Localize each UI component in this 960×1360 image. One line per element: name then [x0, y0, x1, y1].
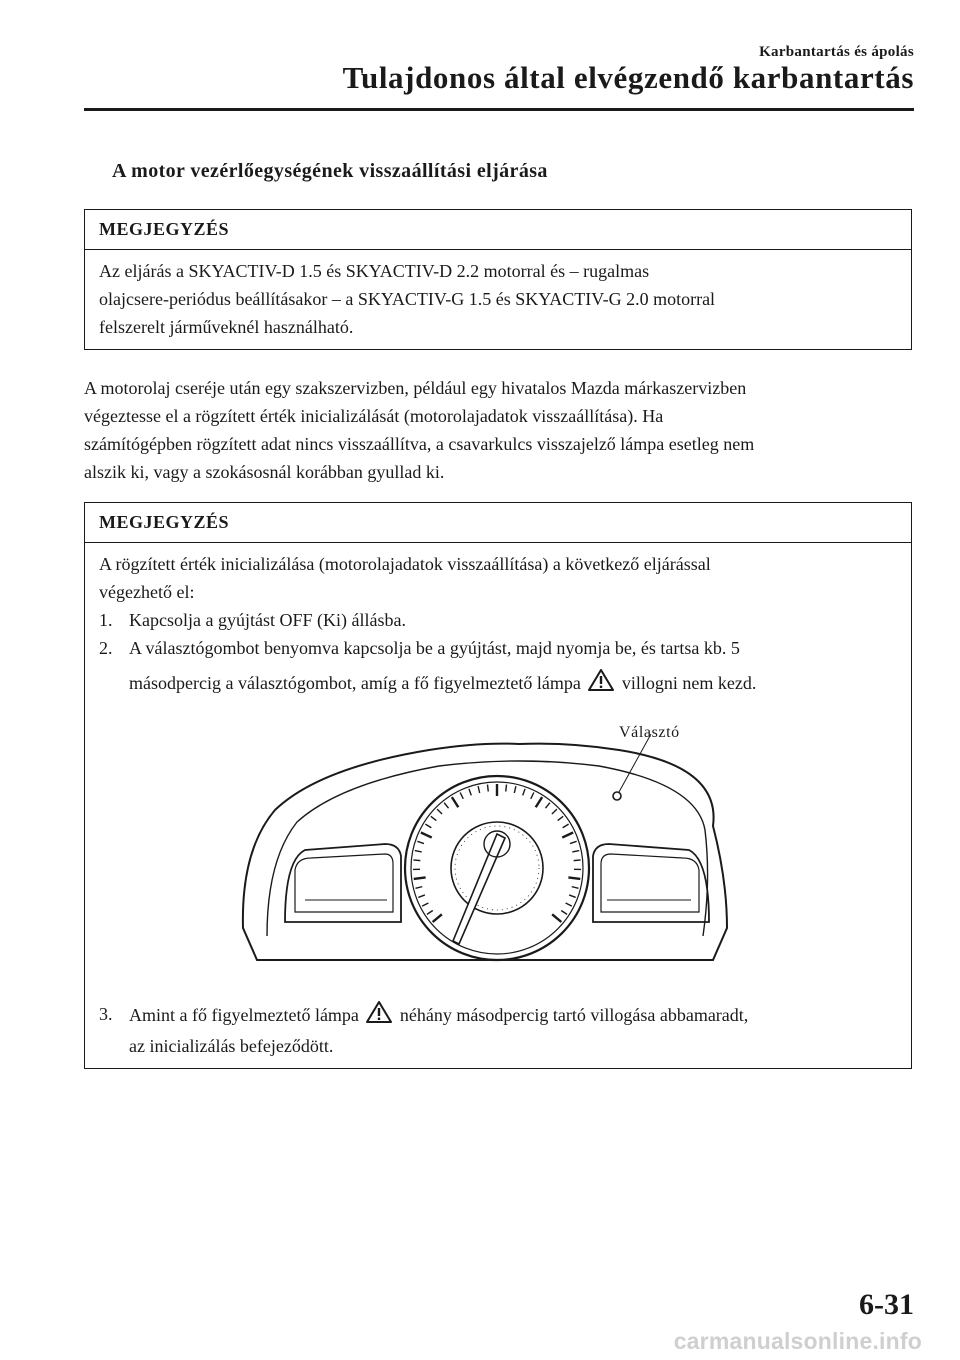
note-line: végezhető el: — [99, 582, 195, 602]
page-number: 6-31 — [859, 1288, 914, 1321]
step-text — [129, 1000, 897, 1032]
tachometer-tick — [506, 785, 507, 792]
paragraph-line: számítógépben rögzített adat nincs visszaállítva, a csavarkulcs visszajelző lámpa esetleg nem — [84, 434, 755, 454]
step-1 — [99, 606, 897, 634]
warning-triangle-icon — [587, 668, 615, 700]
step-text — [129, 668, 897, 700]
tachometer-tick — [413, 860, 420, 861]
note-heading: MEGJEGYZÉS — [85, 503, 911, 543]
section-heading: A motor vezérlőegységének visszaállítási eljárása — [112, 160, 548, 182]
note-body — [85, 543, 911, 1068]
step-text: az inicializálás befejeződött. — [129, 1036, 334, 1056]
note-box-1 — [84, 209, 912, 350]
tachometer-tick — [487, 785, 488, 792]
step-text-part: másodpercig a választógombot, amíg a fő figyelmeztető lámpa — [129, 673, 581, 693]
note-line: A rögzített érték inicializálása (motorolajadatok visszaállítása) a következő eljárással — [99, 554, 711, 574]
step-number: 2. — [99, 638, 113, 658]
note-line: Az eljárás a SKYACTIV-D 1.5 és SKYACTIV-D 2.2 motorral és – rugalmas — [99, 261, 650, 281]
step-number: 1. — [99, 610, 113, 630]
warning-triangle-icon — [365, 1000, 393, 1032]
step-text-part: Amint a fő figyelmeztető lámpa — [129, 1005, 359, 1025]
body-paragraph — [84, 374, 914, 486]
paragraph-line: alszik ki, vagy a szokásosnál korábban gyullad ki. — [84, 462, 445, 482]
note-heading: MEGJEGYZÉS — [85, 210, 911, 250]
instrument-cluster-diagram — [99, 700, 897, 1000]
step-number: 3. — [99, 1004, 113, 1024]
tachometer-tick — [568, 877, 580, 879]
watermark: carmanualsonline.info — [673, 1328, 922, 1354]
note-box-2 — [84, 502, 912, 1069]
note-line: olajcsere-periódus beállításakor – a SKYACTIV-G 1.5 és SKYACTIV-G 2.0 motorral — [99, 289, 716, 309]
step-text-part: villogni nem kezd. — [621, 673, 757, 693]
paragraph-line: végeztesse el a rögzített érték inicializálását (motorolajadatok visszaállítása). Ha — [84, 406, 664, 426]
note-body — [85, 250, 911, 349]
step-text: A választógombot benyomva kapcsolja be a gyújtást, majd nyomja be, és tartsa kb. 5 — [129, 638, 740, 658]
step-text: Kapcsolja a gyújtást OFF (Ki) állásba. — [129, 610, 406, 630]
step-2 — [99, 634, 897, 700]
selector-label: Választó — [619, 724, 680, 741]
step-3 — [99, 1000, 897, 1060]
tachometer-tick — [414, 877, 426, 879]
selector-knob-marker — [613, 792, 621, 800]
note-line: felszerelt járműveknél használható. — [99, 317, 354, 337]
page-header-title: Tulajdonos által elvégzendő karbantartás — [342, 60, 914, 95]
header-rule — [84, 108, 914, 111]
paragraph-line: A motorolaj cseréje után egy szakszervizben, például egy hivatalos Mazda márkaszervizben — [84, 378, 747, 398]
page-header-section: Karbantartás és ápolás — [759, 44, 914, 60]
step-text-part: néhány másodpercig tartó villogása abbamaradt, — [399, 1005, 749, 1025]
tachometer-tick — [574, 860, 581, 861]
